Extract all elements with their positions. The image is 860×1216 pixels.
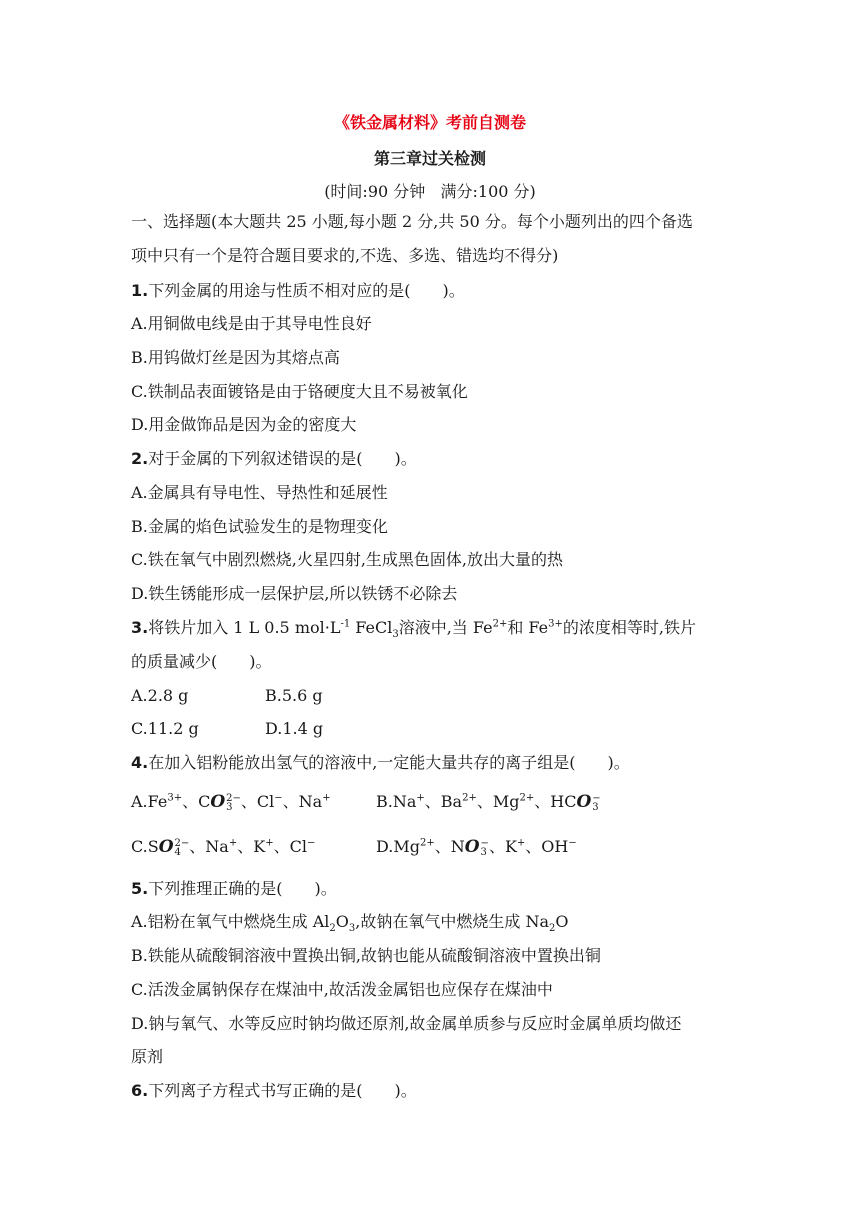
stem-text: 的浓度相等时,铁片 bbox=[562, 618, 696, 637]
question-number: 1. bbox=[131, 281, 149, 300]
q4-option-a bbox=[131, 791, 331, 813]
ion-text: O bbox=[576, 792, 592, 812]
q3-option-b: B.5.6 g bbox=[265, 686, 323, 705]
charge-stack bbox=[481, 839, 489, 857]
question-1 bbox=[131, 280, 465, 302]
charge: + bbox=[265, 837, 274, 849]
exam-meta: (时间:90 分钟 满分:100 分) bbox=[324, 182, 536, 201]
question-stem: 在加入铝粉能放出氢气的溶液中,一定能大量共存的离子组是( )。 bbox=[148, 753, 630, 772]
subscript: 3 bbox=[480, 846, 487, 858]
superscript: -1 bbox=[340, 618, 351, 630]
charge: + bbox=[416, 792, 425, 804]
option-text: A.铝粉在氧气中燃烧生成 Al bbox=[131, 912, 330, 931]
question-stem: 下列离子方程式书写正确的是( )。 bbox=[148, 1081, 417, 1100]
question-3-stem-line2: 的质量减少( )。 bbox=[131, 652, 272, 671]
q2-option-b: B.金属的焰色试验发生的是物理变化 bbox=[131, 517, 388, 536]
ion-text: Fe bbox=[147, 792, 168, 811]
charge: + bbox=[516, 837, 526, 849]
q5-option-d: D.钠与氧气、水等反应时钠均做还原剂,故金属单质参与反应时金属单质均做还 bbox=[131, 1014, 682, 1033]
subscript: 4 bbox=[174, 846, 181, 858]
q2-option-c: C.铁在氧气中剧烈燃烧,火星四射,生成黑色固体,放出大量的热 bbox=[131, 550, 564, 569]
charge: − bbox=[274, 792, 283, 804]
ion-text: 、OH bbox=[525, 837, 569, 856]
q2-option-d: D.铁生锈能形成一层保护层,所以铁锈不必除去 bbox=[131, 584, 458, 603]
ion-text: O bbox=[210, 792, 226, 812]
ion-text: 、K bbox=[237, 837, 266, 856]
charge: − bbox=[306, 837, 316, 849]
question-3 bbox=[131, 617, 696, 639]
ion-text: 、Na bbox=[282, 792, 323, 811]
question-number: 2. bbox=[131, 449, 149, 468]
subscript: 2 bbox=[329, 923, 336, 935]
subscript: 3 bbox=[592, 801, 599, 813]
ion-text: 、Mg bbox=[476, 792, 520, 811]
exam-title: 《铁金属材料》考前自测卷 bbox=[333, 113, 526, 132]
charge: 2− bbox=[226, 792, 241, 804]
question-stem: 下列金属的用途与性质不相对应的是( )。 bbox=[148, 281, 465, 300]
ion-text: 、C bbox=[182, 792, 211, 811]
option-label: C. bbox=[131, 837, 148, 856]
ion-text: 、K bbox=[488, 837, 517, 856]
question-stem: 下列推理正确的是( )。 bbox=[148, 879, 337, 898]
superscript: 2+ bbox=[492, 618, 508, 630]
q1-option-c: C.铁制品表面镀铬是由于铬硬度大且不易被氧化 bbox=[131, 382, 468, 401]
ion-text: 、Cl bbox=[273, 837, 307, 856]
option-label: B. bbox=[376, 792, 393, 811]
question-5 bbox=[131, 878, 337, 900]
question-6 bbox=[131, 1080, 417, 1102]
subscript: 3 bbox=[392, 629, 399, 641]
q4-option-c bbox=[131, 836, 315, 858]
q5-option-c: C.活泼金属钠保存在煤油中,故活泼金属铝也应保存在煤油中 bbox=[131, 980, 553, 999]
q3-option-a: A.2.8 g bbox=[131, 686, 189, 705]
q2-option-a: A.金属具有导电性、导热性和延展性 bbox=[131, 483, 388, 502]
charge: 2+ bbox=[519, 792, 535, 804]
q4-option-b bbox=[376, 791, 601, 813]
q5-option-a bbox=[131, 911, 569, 933]
charge: − bbox=[480, 837, 489, 849]
option-text: O bbox=[555, 912, 569, 931]
section-heading-line2: 项中只有一个是符合题目要求的,不选、多选、错选均不得分) bbox=[131, 246, 559, 265]
stem-text: 和 Fe bbox=[507, 618, 549, 637]
ion-text: Na bbox=[392, 792, 417, 811]
q1-option-b: B.用钨做灯丝是因为其熔点高 bbox=[131, 348, 340, 367]
charge: − bbox=[592, 792, 601, 804]
superscript: 3+ bbox=[548, 618, 563, 630]
ion-text: O bbox=[464, 837, 480, 857]
charge-stack bbox=[226, 794, 241, 812]
ion-text: 、Na bbox=[189, 837, 229, 856]
question-stem: 对于金属的下列叙述错误的是( )。 bbox=[148, 449, 417, 468]
q3-option-c: C.11.2 g bbox=[131, 719, 199, 738]
option-label: D. bbox=[376, 837, 394, 856]
stem-text: FeCl bbox=[350, 618, 393, 637]
question-number: 5. bbox=[131, 879, 149, 898]
subscript: 3 bbox=[226, 801, 233, 813]
charge: 2+ bbox=[462, 792, 477, 804]
charge: − bbox=[568, 837, 577, 849]
q1-option-a: A.用铜做电线是由于其导电性良好 bbox=[131, 314, 372, 333]
q1-option-d: D.用金做饰品是因为金的密度大 bbox=[131, 415, 357, 434]
q5-option-b: B.铁能从硫酸铜溶液中置换出铜,故钠也能从硫酸铜溶液中置换出铜 bbox=[131, 946, 601, 965]
ion-text: 、HC bbox=[534, 792, 577, 811]
charge: 3+ bbox=[167, 792, 183, 804]
option-label: A. bbox=[131, 792, 148, 811]
question-2 bbox=[131, 448, 417, 470]
subscript: 2 bbox=[549, 923, 556, 935]
question-number: 6. bbox=[131, 1081, 149, 1100]
charge: + bbox=[228, 837, 238, 849]
ion-text: O bbox=[158, 837, 174, 857]
charge-stack bbox=[592, 794, 600, 812]
option-text: ,故钠在氧气中燃烧生成 Na bbox=[355, 912, 549, 931]
option-text: O bbox=[335, 912, 349, 931]
ion-text: Mg bbox=[393, 837, 420, 856]
ion-text: 、Ba bbox=[424, 792, 463, 811]
charge: 2+ bbox=[419, 837, 435, 849]
question-4 bbox=[131, 752, 630, 774]
charge: 2− bbox=[174, 837, 190, 849]
charge-stack bbox=[175, 839, 190, 857]
ion-text: S bbox=[147, 837, 159, 856]
stem-text: 将铁片加入 1 L 0.5 mol·L bbox=[148, 618, 341, 637]
subscript: 3 bbox=[348, 923, 356, 935]
ion-text: 、Cl bbox=[240, 792, 275, 811]
q3-option-d: D.1.4 g bbox=[265, 719, 324, 738]
q5-option-d-line2: 原剂 bbox=[131, 1047, 164, 1066]
stem-text: 溶液中,当 Fe bbox=[398, 618, 493, 637]
exam-subtitle: 第三章过关检测 bbox=[373, 149, 486, 168]
charge: + bbox=[322, 792, 331, 804]
question-number: 4. bbox=[131, 753, 149, 772]
question-number: 3. bbox=[131, 618, 149, 637]
section-heading-line1: 一、选择题(本大题共 25 小题,每小题 2 分,共 50 分。每个小题列出的四个备选 bbox=[131, 212, 693, 231]
q4-option-d bbox=[376, 836, 577, 858]
ion-text: 、N bbox=[434, 837, 465, 856]
